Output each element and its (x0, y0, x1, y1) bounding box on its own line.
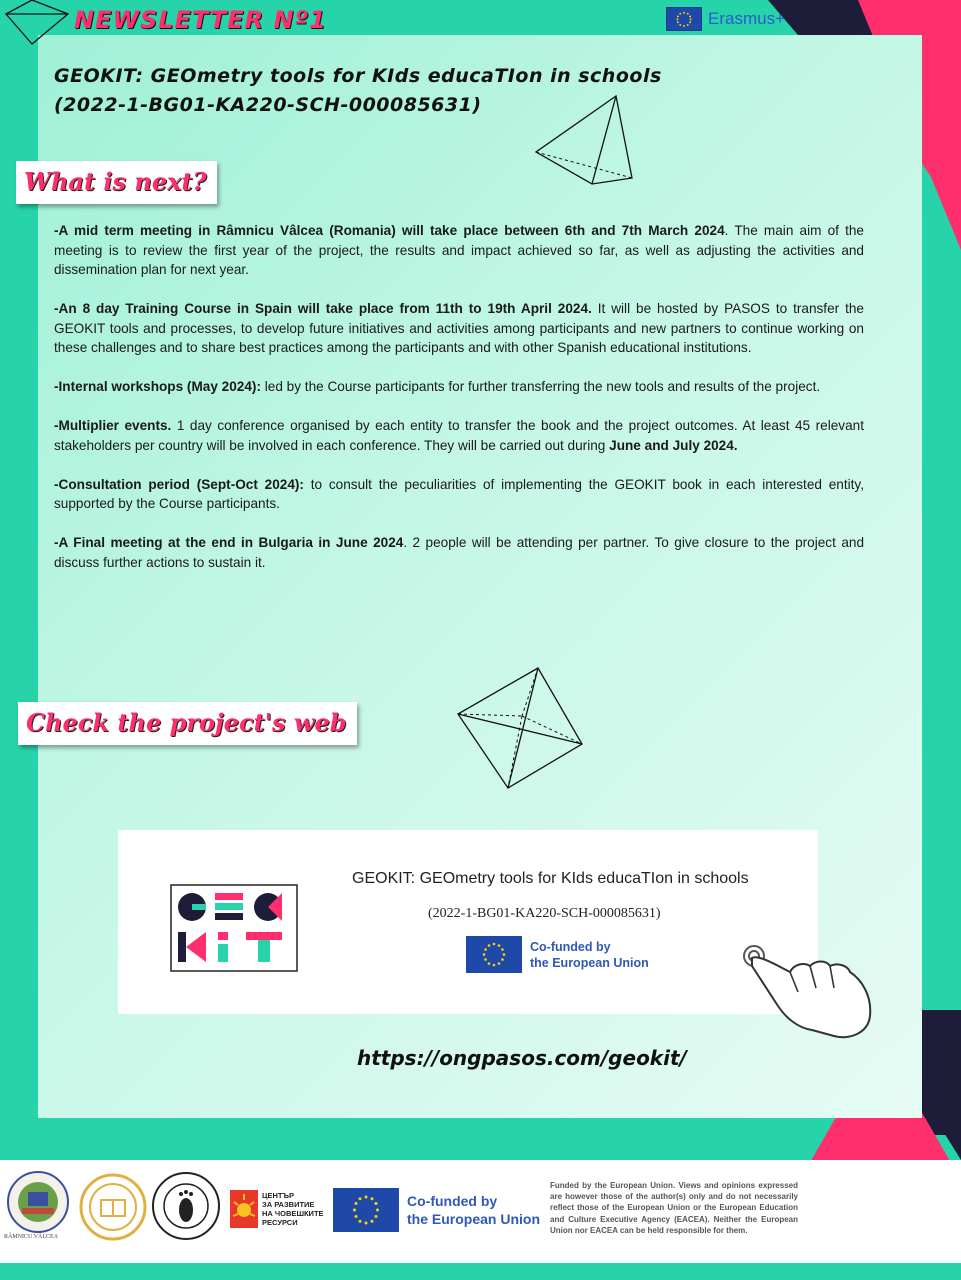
project-url-link[interactable]: https://ongpasos.com/geokit/ (357, 1046, 687, 1070)
footer-cofunded-text: Co-funded by the European Union (407, 1193, 540, 1227)
list-item: -Multiplier events. 1 day conference organised by each entity to transfer the book and the project outcomes. At least 45 relevant stakeholders per country will be involved in each conference. They will be carried out during June and July 2024. (54, 418, 864, 453)
geokit-logo (170, 884, 298, 972)
project-code: (2022-1-BG01-KA220-SCH-000085631) (54, 94, 482, 116)
footer-cofunded-logo (333, 1188, 540, 1232)
list-item: -Consultation period (Sept-Oct 2024): to consult the peculiarities of implementing the GEOKIT book in each interested entity, supported by the Course participants. (54, 476, 864, 511)
list-item: -An 8 day Training Course in Spain will take place from 11th to 19th April 2024. It will be hosted by PASOS to transfer the GEOKIT tools and processes, to develop future initiatives and activities among participants and new partners to continue working on these challenges and to share best practices among the participants and with other Spanish educational institutions. (54, 301, 864, 355)
pyramid-drawing (530, 92, 650, 202)
ramnicu-caption: RÂMNICU VÂLCEA (4, 1234, 59, 1240)
diamond-shape (0, 0, 80, 60)
eu-flag-icon (466, 936, 522, 973)
banner-title: GEOKIT: GEOmetry tools for KIds educaTIon in schools (352, 870, 749, 887)
banner-code: (2022-1-BG01-KA220-SCH-000085631) (428, 906, 661, 921)
next-steps-list (54, 221, 864, 592)
eu-flag-icon (333, 1188, 399, 1232)
what-is-next-heading: What is next? (16, 161, 217, 204)
pointing-hand-icon (738, 936, 878, 1046)
sun-icon (230, 1190, 258, 1228)
erasmus-logo (666, 7, 785, 31)
erasmus-label: Erasmus+ (708, 9, 785, 28)
project-web-heading: Check the project's web (18, 702, 357, 745)
school-seal-logo (78, 1172, 148, 1242)
list-item: -A mid term meeting in Râmnicu Vâlcea (Romania) will take place between 6th and 7th March 2024. The main aim of the meeting is to review the first year of the project, the results and impact achieved so far, as well as adjusting the activities and dissemination plan for next year. (54, 223, 864, 277)
banner-cofunded-text: Co-funded by the European Union (530, 939, 649, 970)
list-item: -Internal workshops (May 2024): led by the Course participants for further transferring the new tools and results of the project. (54, 379, 821, 394)
project-title-line1: GEOKIT: GEOmetry tools for KIds educaTIon in schools (54, 65, 662, 87)
newsletter-heading: NEWSLETTER Nº1 (74, 6, 327, 34)
human-resources-center-text: ЦЕНТЪР ЗА РАЗВИТИЕ НА ЧОВЕШКИТЕ РЕСУРСИ (262, 1191, 324, 1227)
eu-flag-icon (666, 7, 702, 31)
pasos-seal-logo (150, 1170, 222, 1242)
college-seal-logo (2, 1168, 74, 1240)
project-banner[interactable] (118, 830, 818, 1014)
human-resources-center-logo (230, 1190, 324, 1228)
footer-logos (0, 1160, 961, 1263)
banner-cofunded-logo (466, 936, 649, 973)
list-item: -A Final meeting at the end in Bulgaria in June 2024. 2 people will be attending per partner. To give closure to the project and discuss further actions to sustain it. (54, 535, 865, 570)
octahedron-drawing (452, 664, 592, 794)
funding-disclaimer: Funded by the European Union. Views and opinions expressed are however those of the author(s) only and do not necessarily reflect those of the European Union or the European Education and Culture Executive Agency (EACEA). Neither the European Union nor EACEA can be held responsible for them. (550, 1181, 798, 1235)
